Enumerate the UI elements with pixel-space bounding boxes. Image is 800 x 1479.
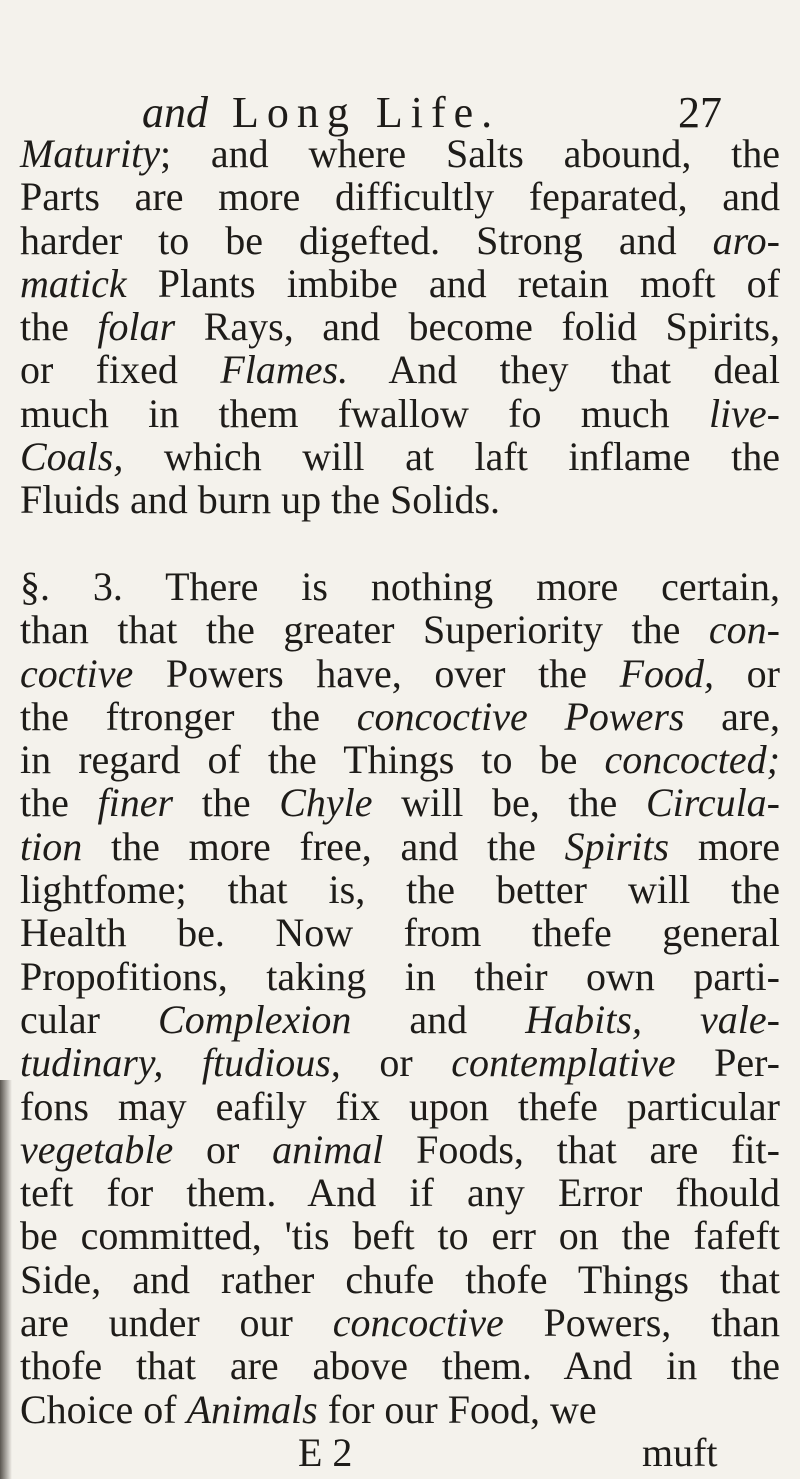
text-run: much in them fwallow fo much bbox=[20, 390, 709, 436]
catchword: muft bbox=[642, 1429, 718, 1475]
text-line bbox=[20, 478, 780, 521]
running-head-title: Long Life. bbox=[232, 88, 501, 137]
text-run: will be, the bbox=[372, 780, 646, 826]
text-line bbox=[20, 998, 780, 1041]
text-run: for our Food, we bbox=[317, 1386, 597, 1432]
italic-text: animal bbox=[272, 1126, 384, 1172]
text-run: Propofitions, taking in their own parti- bbox=[20, 953, 780, 999]
text-run: Rays, and become folid Spirits, bbox=[175, 304, 780, 350]
italic-text: concoctive bbox=[332, 1300, 504, 1346]
italic-text: Complexion bbox=[158, 996, 352, 1042]
text-run: cular bbox=[20, 996, 159, 1042]
text-line bbox=[20, 955, 780, 998]
text-run bbox=[642, 997, 700, 1042]
italic-text: Spirits bbox=[564, 823, 670, 869]
italic-text: Maturity bbox=[20, 131, 160, 176]
italic-text: matick bbox=[20, 260, 127, 306]
text-line bbox=[20, 348, 780, 391]
text-run: Plants imbibe and retain moft of bbox=[126, 260, 780, 306]
italic-text: contemplative bbox=[451, 1040, 676, 1086]
italic-text: Habits, bbox=[525, 996, 642, 1042]
text-line bbox=[20, 262, 780, 305]
text-run: Side, and rather chufe thofe Things that bbox=[20, 1256, 780, 1302]
text-line bbox=[20, 1171, 780, 1214]
text-run: Powers have, over the bbox=[133, 650, 620, 696]
text-line bbox=[20, 1214, 780, 1257]
body-text bbox=[20, 132, 780, 1474]
text-run: the ftronger the bbox=[20, 693, 357, 739]
text-run: and bbox=[351, 996, 526, 1042]
binding-shadow bbox=[0, 1080, 12, 1479]
italic-text: concoctive Powers bbox=[356, 693, 685, 739]
text-run: in regard of the Things to be bbox=[20, 737, 605, 783]
text-run: Foods, that are fit- bbox=[383, 1126, 780, 1172]
text-line bbox=[20, 1388, 780, 1431]
italic-text: Coals, bbox=[20, 434, 124, 480]
italic-text: Circula- bbox=[645, 780, 780, 826]
text-line bbox=[20, 435, 780, 478]
text-line bbox=[20, 608, 780, 651]
text-run: And they that deal bbox=[348, 347, 780, 393]
text-run: lightfome; that is, the better will the bbox=[20, 867, 780, 913]
text-line bbox=[20, 911, 780, 954]
text-line bbox=[20, 738, 780, 781]
text-run: the bbox=[20, 304, 98, 350]
text-line bbox=[20, 652, 780, 695]
text-run: the more free, and the bbox=[82, 823, 565, 869]
text-run: than that the greater Superiority the bbox=[20, 607, 709, 653]
italic-text: tudinary, ftudious, bbox=[20, 1040, 341, 1086]
signature-mark: E 2 bbox=[298, 1429, 353, 1475]
text-run: teft for them. And if any Error fhould bbox=[20, 1170, 780, 1216]
text-run: the bbox=[20, 780, 98, 826]
text-line bbox=[20, 695, 780, 738]
text-run: thofe that are above them. And in the bbox=[20, 1343, 780, 1389]
text-run: are under our bbox=[20, 1300, 333, 1346]
text-line bbox=[20, 175, 780, 218]
italic-text: finer bbox=[97, 780, 174, 826]
italic-text: Food, bbox=[619, 650, 715, 696]
text-run: or bbox=[340, 1040, 452, 1086]
text-run: or fixed bbox=[20, 347, 221, 393]
text-run: Per- bbox=[675, 1040, 781, 1086]
italic-text: con- bbox=[708, 607, 780, 653]
italic-text: live- bbox=[708, 390, 780, 436]
text-run: be committed, 'tis beft to err on the fafeft bbox=[20, 1213, 780, 1259]
text-line bbox=[20, 868, 780, 911]
paragraph-break bbox=[20, 522, 780, 565]
text-run: more bbox=[669, 823, 781, 869]
running-head-and: and bbox=[142, 88, 208, 137]
italic-text: vegetable bbox=[20, 1126, 174, 1172]
italic-text: concocted; bbox=[604, 737, 780, 783]
italic-text: aro- bbox=[712, 217, 780, 263]
text-line bbox=[20, 305, 780, 348]
text-run: the bbox=[173, 780, 280, 826]
text-run: Choice of bbox=[20, 1386, 187, 1432]
text-run: Health be. Now from thefe general bbox=[20, 910, 780, 956]
text-line bbox=[20, 219, 780, 262]
text-line bbox=[20, 781, 780, 824]
text-run: or bbox=[714, 650, 780, 696]
text-line bbox=[20, 392, 780, 435]
text-line bbox=[20, 825, 780, 868]
italic-text: Chyle bbox=[279, 780, 373, 826]
italic-text: vale- bbox=[700, 996, 780, 1042]
footer-line bbox=[20, 1431, 780, 1474]
text-line bbox=[20, 1085, 780, 1128]
text-run: Powers, than bbox=[503, 1300, 780, 1346]
text-run: Parts are more difficultly feparated, and bbox=[20, 174, 780, 220]
text-run: ; and where Salts abound, the bbox=[159, 131, 780, 176]
text-run: which will at laft inflame the bbox=[123, 434, 780, 480]
text-line bbox=[20, 565, 780, 608]
italic-text: coctive bbox=[20, 650, 134, 696]
italic-text: folar bbox=[97, 304, 176, 350]
text-run: harder to be digefted. Strong and bbox=[20, 217, 713, 263]
text-line bbox=[20, 1258, 780, 1301]
text-run: are, bbox=[684, 693, 781, 739]
italic-text: Flames. bbox=[220, 347, 349, 393]
text-line bbox=[20, 1128, 780, 1171]
text-run: §. 3. There is nothing more certain, bbox=[20, 563, 780, 609]
text-run: Fluids and burn up the Solids. bbox=[20, 477, 501, 523]
page-number: 27 bbox=[678, 88, 722, 137]
text-run: fons may eafily fix upon thefe particular bbox=[20, 1083, 780, 1129]
text-line bbox=[20, 132, 780, 175]
text-line bbox=[20, 1344, 780, 1387]
italic-text: tion bbox=[20, 823, 83, 869]
text-line bbox=[20, 1301, 780, 1344]
text-line bbox=[20, 1041, 780, 1084]
text-run: or bbox=[173, 1126, 273, 1172]
italic-text: Animals bbox=[186, 1386, 318, 1432]
